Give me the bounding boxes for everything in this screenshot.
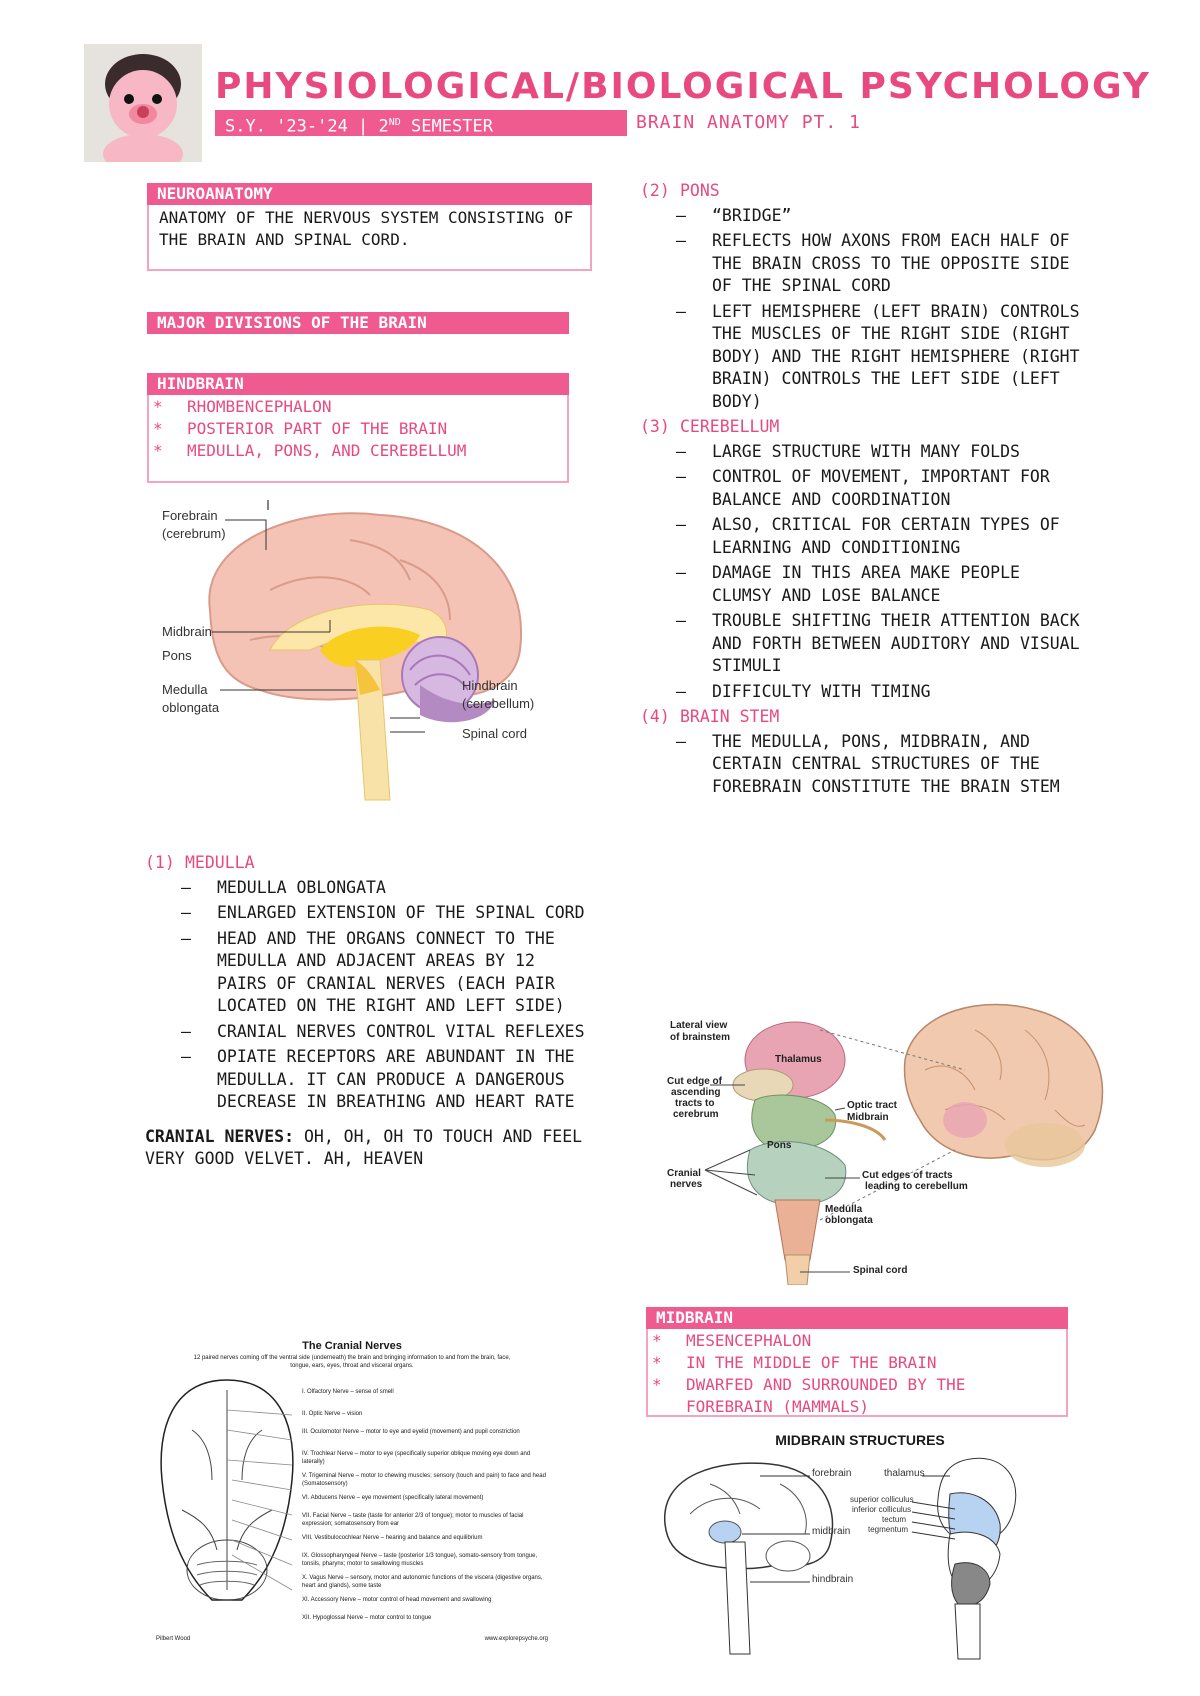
cranial-mnemonic-text: OH, OH, OH TO TOUCH AND FEEL VERY GOOD VELVET. AH, HEAVEN bbox=[145, 1126, 583, 1168]
semester-sup: ND bbox=[388, 117, 401, 128]
label-lateral-view-2: of brainstem bbox=[670, 1032, 731, 1043]
brain-stem-list bbox=[640, 731, 1080, 799]
brain-divisions-figure bbox=[150, 500, 570, 830]
list-item: – DIFFICULTY WITH TIMING bbox=[640, 681, 1080, 704]
label-midbrain-3: midbrain bbox=[812, 1526, 851, 1537]
pons-list bbox=[640, 205, 1080, 414]
list-item: – HEAD AND THE ORGANS CONNECT TO THE MEDULLA AND ADJACENT AREAS BY 12 PAIRS OF CRANIAL NERVES (EACH PAIR LOCATED ON THE RIGHT AND LEFT SIDE) bbox=[145, 928, 585, 1018]
list-item: * POSTERIOR PART OF THE BRAIN bbox=[149, 418, 567, 440]
label-cut-edge-2: ascending bbox=[671, 1087, 721, 1098]
label-tectum: tectum bbox=[882, 1515, 907, 1524]
cranial-mnemonic-label: CRANIAL NERVES: bbox=[145, 1126, 295, 1146]
list-item: – CONTROL OF MOVEMENT, IMPORTANT FOR BALANCE AND COORDINATION bbox=[640, 466, 1080, 511]
midbrain-illustration bbox=[650, 1454, 1070, 1664]
brain-stem-number: (4) bbox=[640, 707, 670, 726]
cranial-mnemonic bbox=[145, 1126, 585, 1171]
label-optic-tract: Optic tract bbox=[847, 1100, 898, 1111]
list-item: – DAMAGE IN THIS AREA MAKE PEOPLE CLUMSY AND LOSE BALANCE bbox=[640, 562, 1080, 607]
cerebellum-heading bbox=[640, 416, 1080, 439]
pons-number: (2) bbox=[640, 181, 670, 200]
label-pons: Pons bbox=[162, 648, 192, 663]
label-medulla-2: Medulla bbox=[825, 1204, 863, 1215]
label-lateral-view: Lateral view bbox=[670, 1020, 728, 1031]
label-thalamus-3: thalamus bbox=[884, 1468, 925, 1479]
hindbrain-box bbox=[147, 395, 569, 483]
semester-prefix: S.Y. '23-'24 | 2 bbox=[225, 116, 389, 137]
label-medulla: Medulla bbox=[162, 682, 208, 697]
list-item: – ENLARGED EXTENSION OF THE SPINAL CORD bbox=[145, 902, 585, 925]
label-superior-colliculus: superior colliculus bbox=[850, 1495, 914, 1504]
brain-stem-heading bbox=[640, 706, 1080, 729]
list-item: – MEDULLA OBLONGATA bbox=[145, 877, 585, 900]
cranial-footer-right: www.explorepsyche.org bbox=[484, 1636, 548, 1642]
neuroanatomy-definition: ANATOMY OF THE NERVOUS SYSTEM CONSISTING OF THE BRAIN AND SPINAL CORD. bbox=[159, 208, 574, 249]
medulla-section bbox=[145, 852, 585, 1171]
label-cut-tracts: Cut edges of tracts bbox=[862, 1170, 953, 1181]
list-item: – OPIATE RECEPTORS ARE ABUNDANT IN THE MEDULLA. IT CAN PRODUCE A DANGEROUS DECREASE IN BREATHING AND HEART RATE bbox=[145, 1046, 585, 1114]
medulla-title: MEDULLA bbox=[185, 853, 255, 872]
brain-ventral-illustration bbox=[152, 1370, 302, 1630]
list-item: IX. Glossopharyngeal Nerve – taste (posterior 1/3 tongue), somato-sensory from tongue, tonsils, pharynx; motor to swallowing muscles bbox=[302, 1553, 538, 1567]
label-cut-edge: Cut edge of bbox=[667, 1076, 722, 1087]
midbrain-heading: MIDBRAIN bbox=[646, 1307, 1068, 1329]
hindbrain-heading: HINDBRAIN bbox=[147, 373, 569, 395]
label-tegmentum: tegmentum bbox=[868, 1525, 909, 1534]
pons-heading bbox=[640, 180, 1080, 203]
label-hindbrain-sub: (cerebellum) bbox=[462, 696, 535, 711]
list-item: VIII. Vestibulocochlear Nerve – hearing and balance and equilibrium bbox=[302, 1535, 483, 1541]
list-item: I. Olfactory Nerve – sense of smell bbox=[302, 1389, 394, 1395]
list-item: – CRANIAL NERVES CONTROL VITAL REFLEXES bbox=[145, 1021, 585, 1044]
label-cut-edge-4: cerebrum bbox=[673, 1109, 719, 1120]
list-item: – THE MEDULLA, PONS, MIDBRAIN, AND CERTAIN CENTRAL STRUCTURES OF THE FOREBRAIN CONSTITUTE THE BRAIN STEM bbox=[640, 731, 1080, 799]
label-hindbrain: Hindbrain bbox=[462, 678, 518, 693]
list-item: IV. Trochlear Nerve – motor to eye (specifically superior oblique moving eye down and laterally) bbox=[302, 1451, 531, 1465]
list-item: V. Trigeminal Nerve – motor to chewing muscles; sensory (touch and pain) to face and head (Somatosensory) bbox=[302, 1473, 546, 1487]
medulla-list bbox=[145, 877, 585, 1114]
list-item: – LARGE STRUCTURE WITH MANY FOLDS bbox=[640, 441, 1080, 464]
label-medulla-2b: oblongata bbox=[825, 1215, 873, 1226]
cranial-nerve-list bbox=[302, 1388, 552, 1628]
list-item: * MESENCEPHALON bbox=[648, 1330, 1066, 1352]
label-forebrain: Forebrain bbox=[162, 508, 218, 523]
label-midbrain: Midbrain bbox=[162, 624, 212, 639]
cranial-figure-title: The Cranial Nerves bbox=[302, 1340, 402, 1352]
list-item: XII. Hypoglossal Nerve – motor control to tongue bbox=[302, 1615, 432, 1621]
label-cut-tracts-2: leading to cerebellum bbox=[865, 1181, 968, 1192]
list-item: VII. Facial Nerve – taste (taste for anterior 2/3 of tongue); motor to muscles of facial expression; somatosensory from ear bbox=[302, 1513, 524, 1527]
medulla-heading bbox=[145, 852, 585, 875]
list-item: – “BRIDGE” bbox=[640, 205, 1080, 228]
list-item: III. Oculomotor Nerve – motor to eye and eyelid (movement) and pupil constriction bbox=[302, 1429, 520, 1435]
label-hindbrain-3: hindbrain bbox=[812, 1574, 854, 1585]
medulla-number: (1) bbox=[145, 853, 175, 872]
list-item: VI. Abducens Nerve – eye movement (specifically lateral movement) bbox=[302, 1495, 484, 1501]
label-pons-2: Pons bbox=[767, 1140, 792, 1151]
label-inferior-colliculus: inferior colliculus bbox=[852, 1505, 912, 1514]
list-item: – ALSO, CRITICAL FOR CERTAIN TYPES OF LEARNING AND CONDITIONING bbox=[640, 514, 1080, 559]
list-item: – LEFT HEMISPHERE (LEFT BRAIN) CONTROLS THE MUSCLES OF THE RIGHT SIDE (RIGHT BODY) AND THE RIGHT HEMISPHERE (RIGHT BRAIN) CONTROLS THE LEFT SIDE (LEFT BODY) bbox=[640, 301, 1080, 414]
list-item: * RHOMBENCEPHALON bbox=[149, 396, 567, 418]
cerebellum-title: CEREBELLUM bbox=[680, 417, 780, 436]
label-cranial-nerves: Cranial bbox=[667, 1168, 701, 1179]
midbrain-box bbox=[646, 1329, 1068, 1417]
midbrain-structures-figure bbox=[650, 1424, 1070, 1664]
topic-label: BRAIN ANATOMY PT. 1 bbox=[636, 112, 861, 133]
label-midbrain-2: Midbrain bbox=[847, 1112, 889, 1123]
cerebellum-list bbox=[640, 441, 1080, 704]
list-item: X. Vagus Nerve – sensory, motor and autonomic functions of the viscera (digestive organs, heart and glands), some taste bbox=[302, 1575, 543, 1589]
avatar bbox=[84, 44, 202, 162]
major-divisions-heading: MAJOR DIVISIONS OF THE BRAIN bbox=[147, 312, 569, 334]
neuroanatomy-heading: NEUROANATOMY bbox=[147, 183, 592, 205]
label-cranial-nerves-2: nerves bbox=[670, 1179, 703, 1190]
page-title: PHYSIOLOGICAL/BIOLOGICAL PSYCHOLOGY bbox=[215, 66, 1151, 107]
plush-toy-image bbox=[84, 44, 202, 162]
label-thalamus: Thalamus bbox=[775, 1054, 822, 1065]
list-item: – TROUBLE SHIFTING THEIR ATTENTION BACK AND FORTH BETWEEN AUDITORY AND VISUAL STIMULI bbox=[640, 610, 1080, 678]
list-item: * IN THE MIDDLE OF THE BRAIN bbox=[648, 1352, 1066, 1374]
pons-title: PONS bbox=[680, 181, 720, 200]
cerebellum-number: (3) bbox=[640, 417, 670, 436]
cranial-figure-subtitle: 12 paired nerves coming off the ventral side (underneath) the brain and bringing information to and from the brain, face, tongue, ears, eyes, throat and visceral organs. bbox=[193, 1355, 511, 1369]
cranial-footer-left: Pilbert Wood bbox=[156, 1636, 191, 1642]
list-item: * MEDULLA, PONS, AND CEREBELLUM bbox=[149, 440, 567, 462]
label-forebrain-3: forebrain bbox=[812, 1468, 852, 1479]
brainstem-figure bbox=[645, 1000, 1115, 1285]
list-item: * DWARFED AND SURROUNDED BY THE FOREBRAIN (MAMMALS) bbox=[648, 1374, 1066, 1418]
leader-lines bbox=[150, 500, 570, 830]
semester-suffix: SEMESTER bbox=[400, 116, 493, 137]
list-item: XI. Accessory Nerve – motor control of head movement and swallowing bbox=[302, 1597, 492, 1603]
brain-stem-title: BRAIN STEM bbox=[680, 707, 780, 726]
cranial-nerves-figure bbox=[152, 1340, 552, 1650]
label-medulla-sub: oblongata bbox=[162, 700, 220, 715]
label-forebrain-sub: (cerebrum) bbox=[162, 526, 226, 541]
pons-cerebellum-section bbox=[640, 180, 1080, 801]
list-item: II. Optic Nerve – vision bbox=[302, 1411, 363, 1417]
neuroanatomy-box bbox=[147, 205, 592, 271]
label-spinal-cord-2: Spinal cord bbox=[853, 1265, 908, 1276]
midbrain-list bbox=[648, 1330, 1066, 1418]
label-cut-edge-3: tracts to bbox=[675, 1098, 715, 1109]
midbrain-figure-title: MIDBRAIN STRUCTURES bbox=[775, 1432, 945, 1448]
list-item: – REFLECTS HOW AXONS FROM EACH HALF OF THE BRAIN CROSS TO THE OPPOSITE SIDE OF THE SPINAL CORD bbox=[640, 230, 1080, 298]
label-spinal-cord: Spinal cord bbox=[462, 726, 528, 741]
semester-bar bbox=[215, 110, 627, 136]
hindbrain-list bbox=[149, 396, 567, 462]
